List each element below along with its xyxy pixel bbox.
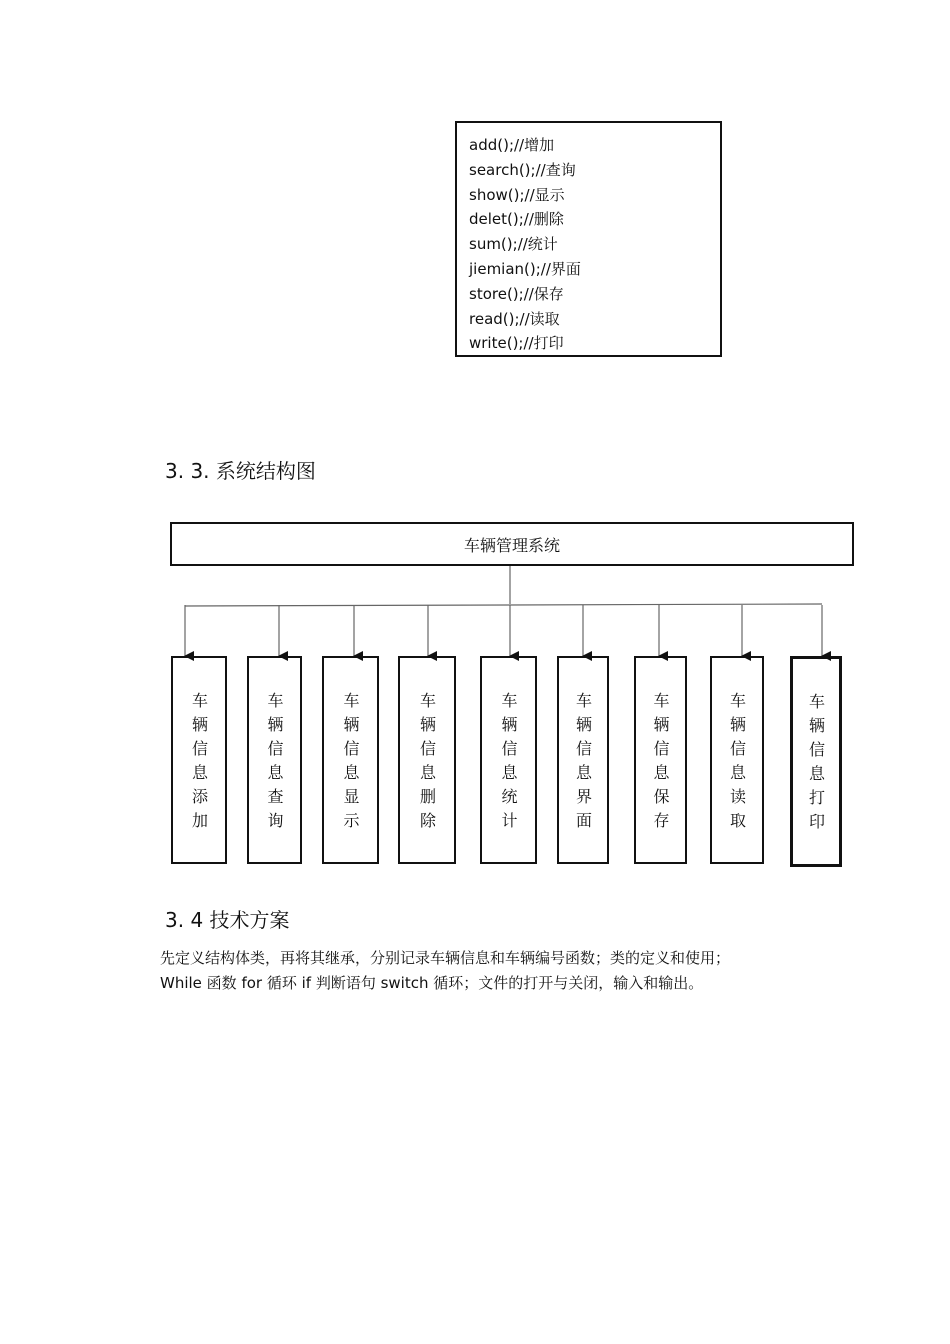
- function-line: show();//显示: [469, 185, 565, 204]
- diagram-node-read: [710, 656, 764, 864]
- diagram-node-delete: [398, 656, 456, 864]
- diagram-node-show: [322, 656, 379, 864]
- diagram-node-print: [790, 656, 842, 867]
- section-heading-structure: 3. 3. 系统结构图: [165, 459, 316, 483]
- section-heading-tech: 3. 4 技术方案: [165, 908, 290, 932]
- function-line: write();//打印: [469, 334, 564, 353]
- node-label: 车辆信息统计: [499, 692, 518, 836]
- function-line: jiemian();//界面: [469, 259, 581, 278]
- function-line: add();//增加: [469, 136, 555, 154]
- function-line: read();//读取: [469, 309, 560, 328]
- node-label: 车辆信息添加: [189, 692, 209, 836]
- node-label: 车辆信息读取: [727, 692, 747, 836]
- diagram-root-label: 车辆管理系统: [463, 535, 560, 555]
- node-label: 车辆信息打印: [806, 693, 826, 837]
- diagram-node-save: [634, 656, 687, 864]
- paragraph-line: While 函数 for 循环 if 判断语句 switch 循环；文件的打开与关闭，输入和输出。: [160, 974, 704, 992]
- diagram-node-stats: [480, 656, 537, 864]
- node-label: 车辆信息界面: [573, 692, 593, 836]
- paragraph-line: 先定义结构体类，再将其继承，分别记录车辆信息和车辆编号函数；类的定义和使用；: [160, 949, 731, 967]
- tech-paragraph: [160, 946, 840, 996]
- node-label: 车辆信息保存: [651, 692, 670, 836]
- diagram-node-add: [171, 656, 227, 864]
- function-line: search();//查询: [469, 160, 576, 179]
- diagram-node-search: [247, 656, 302, 864]
- function-line: delet();//删除: [469, 210, 564, 229]
- function-line: store();//保存: [469, 284, 564, 303]
- node-label: 车辆信息显示: [341, 692, 360, 836]
- node-label: 车辆信息删除: [417, 692, 437, 836]
- bus-line: [185, 604, 822, 606]
- function-line: sum();//统计: [469, 235, 558, 254]
- diagram-node-interface: [557, 656, 609, 864]
- node-label: 车辆信息查询: [265, 692, 284, 836]
